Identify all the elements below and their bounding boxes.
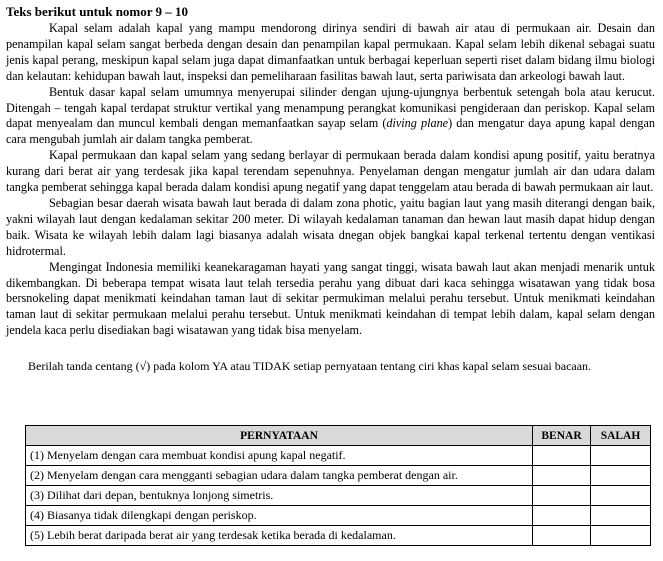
salah-cell-2[interactable]	[591, 466, 651, 486]
benar-cell-1[interactable]	[533, 446, 591, 466]
section-heading: Teks berikut untuk nomor 9 – 10	[6, 4, 189, 19]
table-row	[26, 446, 651, 466]
table-row	[26, 506, 651, 526]
paragraph-2	[6, 85, 655, 149]
document-page	[6, 4, 655, 374]
header-benar: BENAR	[533, 426, 591, 446]
statement-table	[25, 425, 651, 546]
salah-cell-5[interactable]	[591, 526, 651, 546]
paragraph-3: Kapal permukaan dan kapal selam yang sedang berlayar di permukaan berada dalam kondisi apung positif, yaitu beratnya kurang dari berat air yang terdesak jika kapal terendam sepenuhnya. Penyelaman dengan mengatur jumlah air dan udara dalam tangka pemberat sehingga kapal berada dalam kondisi apung negatif yang dapat tenggelam atau berada di bawah permukaan air laut.	[6, 148, 655, 195]
paragraph-2-text-before: Bentuk dasar kapal selam umumnya menyerupai silinder dengan ujung-ujungnya berbentuk setengah bola atau kerucut. Ditengah – tengah kapal terdapat struktur vertikal yang menampung perangkat komunikasi pengideraan dan periskop. Kapal selam dapat menyealam dan muncul kembali dengan memanfaatkan sayap selam (	[6, 84, 655, 131]
statement-4: (4) Biasanya tidak dilengkapi dengan periskop.	[26, 506, 533, 526]
salah-cell-4[interactable]	[591, 506, 651, 526]
header-pernyataan: PERNYATAAN	[26, 426, 533, 446]
paragraph-2-italic-term: diving plane	[386, 116, 449, 131]
header-salah: SALAH	[591, 426, 651, 446]
salah-cell-1[interactable]	[591, 446, 651, 466]
table-row	[26, 466, 651, 486]
statement-3: (3) Dilihat dari depan, bentuknya lonjong simetris.	[26, 486, 533, 506]
benar-cell-3[interactable]	[533, 486, 591, 506]
table-header-row	[26, 426, 651, 446]
benar-cell-5[interactable]	[533, 526, 591, 546]
salah-cell-3[interactable]	[591, 486, 651, 506]
benar-cell-2[interactable]	[533, 466, 591, 486]
statement-2: (2) Menyelam dengan cara mengganti sebagian udara dalam tangka pemberat dengan air.	[26, 466, 533, 486]
statement-1: (1) Menyelam dengan cara membuat kondisi apung kapal negatif.	[26, 446, 533, 466]
paragraph-2-text-after: ) dan mengatur daya apung kapal dengan cara mengubah jumlah air dalam tangka pemberat.	[6, 116, 655, 147]
paragraph-1: Kapal selam adalah kapal yang mampu mendorong dirinya sendiri di bawah air atau di permukaan air. Desain dan penampilan kapal selam sangat berbeda dengan desain dan penampilan kapal permukaan. Kapal selam lebih dikenal sebagai suatu jenis kapal perang, meskipun kapal selam juga dapat dimanfaatkan untuk berbagai keperluan seperti riset dalam bidang ilmu biologi dan kelautan: kehidupan bawah laut, inspeksi dan pemeliharaan fasilitas bawah laut, serta pariwisata dan arkeologi bawah laut.	[6, 21, 655, 83]
paragraph-5: Mengingat Indonesia memiliki keanekaragaman hayati yang sangat tinggi, wisata bawah laut akan menjadi menarik untuk dikembangkan. Di beberapa tempat wisata laut telah tersedia perahu yang dibuat dari kaca sehingga wisatawan yang tidak bosa bersnokeling dapat menikmati keindahan taman laut di sekitar permukiman melalui perahu tersebut. Untuk menikmati keindahan taman laut di sekitar permukaan melalui perahu tersebut. Untuk menikmati keindahan di tempat lebih dalam, kapal selam dengan jendela kaca perlu disediakan bagi wisatawan yang tidak bisa menyelam.	[6, 259, 655, 338]
table-row	[26, 486, 651, 506]
statement-5: (5) Lebih berat daripada berat air yang terdesak ketika berada di kedalaman.	[26, 526, 533, 546]
paragraph-4: Sebagian besar daerah wisata bawah laut berada di dalam zona photic, yaitu bagian laut yang masih diterangi dengan baik, yakni wilayah laut dengan kedalaman sekitar 200 meter. Di wilayah kedalaman tanaman dan hewan laut masih dapat hidup dengan baik. Wisata ke wilayah lebih dalam lagi biasanya adalah wisata dnegan objek bangkai kapal terkenal tertentu dengan ventikasi hidrotermal.	[6, 195, 655, 258]
table-row	[26, 526, 651, 546]
table-instruction: Berilah tanda centang (√) pada kolom YA atau TIDAK setiap pernyataan tentang ciri khas kapal selam sesuai bacaan.	[28, 359, 592, 374]
benar-cell-4[interactable]	[533, 506, 591, 526]
